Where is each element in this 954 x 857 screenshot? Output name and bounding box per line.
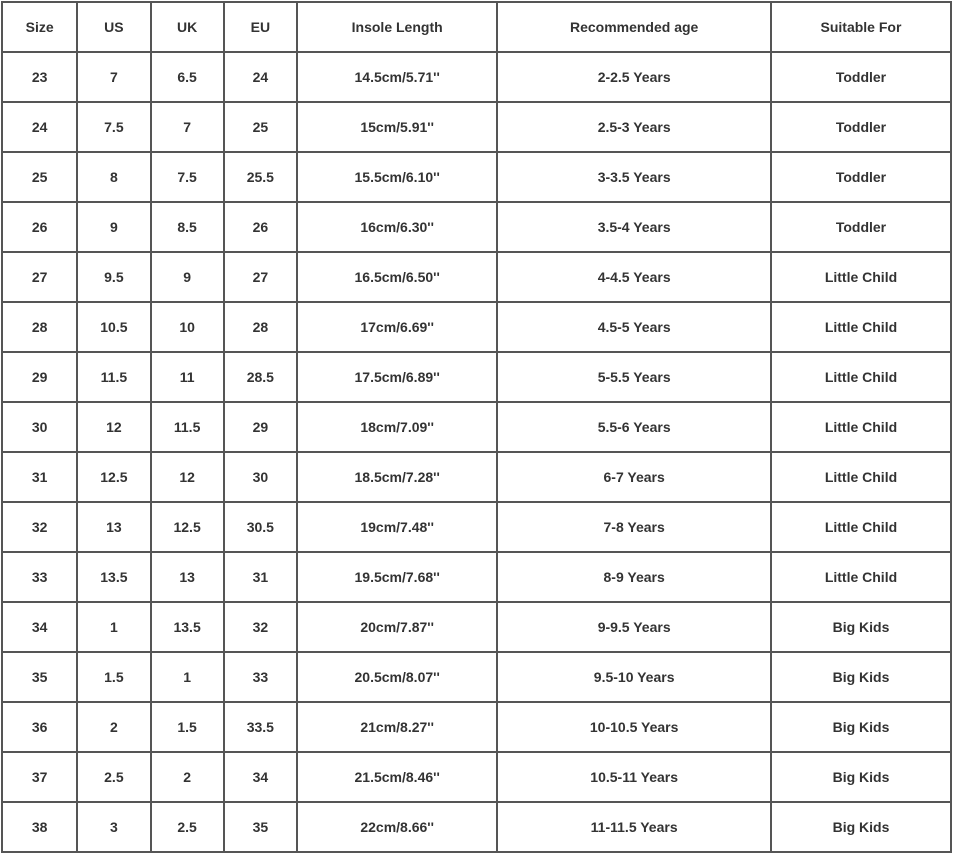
cell-uk: 8.5 — [152, 203, 225, 253]
table-row — [3, 253, 952, 303]
cell-suitable-for: Toddler — [772, 203, 952, 253]
cell-us: 12 — [78, 403, 151, 453]
cell-us: 1 — [78, 603, 151, 653]
cell-us: 2.5 — [78, 753, 151, 803]
column-header-uk: UK — [152, 3, 225, 53]
cell-eu: 25 — [225, 103, 298, 153]
cell-uk: 2.5 — [152, 803, 225, 853]
cell-recommended-age: 11-11.5 Years — [498, 803, 772, 853]
cell-uk: 6.5 — [152, 53, 225, 103]
cell-size: 28 — [3, 303, 78, 353]
cell-recommended-age: 9.5-10 Years — [498, 653, 772, 703]
cell-insole-length: 19cm/7.48'' — [298, 503, 498, 553]
cell-insole-length: 18cm/7.09'' — [298, 403, 498, 453]
cell-size: 24 — [3, 103, 78, 153]
cell-suitable-for: Little Child — [772, 303, 952, 353]
cell-uk: 12 — [152, 453, 225, 503]
cell-eu: 27 — [225, 253, 298, 303]
cell-us: 12.5 — [78, 453, 151, 503]
column-header-insole-length: Insole Length — [298, 3, 498, 53]
cell-eu: 28 — [225, 303, 298, 353]
cell-eu: 33 — [225, 653, 298, 703]
cell-insole-length: 14.5cm/5.71'' — [298, 53, 498, 103]
table-row — [3, 503, 952, 553]
table-row — [3, 803, 952, 853]
table-row — [3, 653, 952, 703]
cell-uk: 12.5 — [152, 503, 225, 553]
size-chart-table — [1, 1, 952, 853]
cell-insole-length: 20.5cm/8.07'' — [298, 653, 498, 703]
cell-size: 32 — [3, 503, 78, 553]
cell-suitable-for: Big Kids — [772, 753, 952, 803]
cell-recommended-age: 7-8 Years — [498, 503, 772, 553]
cell-suitable-for: Little Child — [772, 403, 952, 453]
cell-us: 7 — [78, 53, 151, 103]
cell-uk: 13.5 — [152, 603, 225, 653]
cell-size: 35 — [3, 653, 78, 703]
cell-insole-length: 19.5cm/7.68'' — [298, 553, 498, 603]
column-header-size: Size — [3, 3, 78, 53]
cell-size: 29 — [3, 353, 78, 403]
cell-size: 34 — [3, 603, 78, 653]
cell-size: 30 — [3, 403, 78, 453]
cell-us: 13.5 — [78, 553, 151, 603]
cell-size: 31 — [3, 453, 78, 503]
cell-insole-length: 16.5cm/6.50'' — [298, 253, 498, 303]
cell-insole-length: 21cm/8.27'' — [298, 703, 498, 753]
table-row — [3, 603, 952, 653]
cell-size: 36 — [3, 703, 78, 753]
column-header-recommended-age: Recommended age — [498, 3, 772, 53]
cell-suitable-for: Big Kids — [772, 653, 952, 703]
table-body — [3, 53, 952, 853]
cell-eu: 26 — [225, 203, 298, 253]
cell-eu: 24 — [225, 53, 298, 103]
cell-eu: 34 — [225, 753, 298, 803]
cell-us: 7.5 — [78, 103, 151, 153]
cell-recommended-age: 4-4.5 Years — [498, 253, 772, 303]
table-row — [3, 403, 952, 453]
cell-recommended-age: 4.5-5 Years — [498, 303, 772, 353]
cell-us: 8 — [78, 153, 151, 203]
cell-uk: 13 — [152, 553, 225, 603]
column-header-suitable-for: Suitable For — [772, 3, 952, 53]
cell-eu: 30.5 — [225, 503, 298, 553]
table-row — [3, 53, 952, 103]
cell-suitable-for: Big Kids — [772, 703, 952, 753]
cell-insole-length: 20cm/7.87'' — [298, 603, 498, 653]
table-row — [3, 553, 952, 603]
table-row — [3, 303, 952, 353]
cell-size: 26 — [3, 203, 78, 253]
cell-insole-length: 15cm/5.91'' — [298, 103, 498, 153]
cell-uk: 11 — [152, 353, 225, 403]
cell-insole-length: 16cm/6.30'' — [298, 203, 498, 253]
cell-us: 9 — [78, 203, 151, 253]
cell-uk: 2 — [152, 753, 225, 803]
cell-suitable-for: Big Kids — [772, 603, 952, 653]
table-row — [3, 153, 952, 203]
cell-eu: 32 — [225, 603, 298, 653]
cell-suitable-for: Little Child — [772, 503, 952, 553]
table-row — [3, 203, 952, 253]
cell-insole-length: 17.5cm/6.89'' — [298, 353, 498, 403]
cell-us: 11.5 — [78, 353, 151, 403]
cell-recommended-age: 5-5.5 Years — [498, 353, 772, 403]
table-row — [3, 453, 952, 503]
cell-recommended-age: 5.5-6 Years — [498, 403, 772, 453]
column-header-eu: EU — [225, 3, 298, 53]
cell-suitable-for: Toddler — [772, 53, 952, 103]
cell-us: 1.5 — [78, 653, 151, 703]
cell-uk: 1.5 — [152, 703, 225, 753]
cell-eu: 31 — [225, 553, 298, 603]
cell-uk: 9 — [152, 253, 225, 303]
cell-uk: 7 — [152, 103, 225, 153]
cell-insole-length: 21.5cm/8.46'' — [298, 753, 498, 803]
cell-suitable-for: Big Kids — [772, 803, 952, 853]
table-row — [3, 753, 952, 803]
cell-uk: 11.5 — [152, 403, 225, 453]
cell-recommended-age: 3.5-4 Years — [498, 203, 772, 253]
cell-us: 2 — [78, 703, 151, 753]
cell-uk: 10 — [152, 303, 225, 353]
cell-insole-length: 22cm/8.66'' — [298, 803, 498, 853]
cell-suitable-for: Little Child — [772, 353, 952, 403]
cell-suitable-for: Little Child — [772, 553, 952, 603]
cell-recommended-age: 8-9 Years — [498, 553, 772, 603]
cell-recommended-age: 2.5-3 Years — [498, 103, 772, 153]
cell-recommended-age: 9-9.5 Years — [498, 603, 772, 653]
cell-insole-length: 15.5cm/6.10'' — [298, 153, 498, 203]
table-row — [3, 703, 952, 753]
table-row — [3, 103, 952, 153]
cell-size: 37 — [3, 753, 78, 803]
cell-suitable-for: Little Child — [772, 253, 952, 303]
cell-recommended-age: 2-2.5 Years — [498, 53, 772, 103]
cell-suitable-for: Little Child — [772, 453, 952, 503]
cell-insole-length: 17cm/6.69'' — [298, 303, 498, 353]
cell-recommended-age: 3-3.5 Years — [498, 153, 772, 203]
cell-eu: 30 — [225, 453, 298, 503]
cell-recommended-age: 10.5-11 Years — [498, 753, 772, 803]
cell-recommended-age: 6-7 Years — [498, 453, 772, 503]
cell-uk: 7.5 — [152, 153, 225, 203]
cell-eu: 33.5 — [225, 703, 298, 753]
cell-uk: 1 — [152, 653, 225, 703]
column-header-us: US — [78, 3, 151, 53]
cell-eu: 35 — [225, 803, 298, 853]
cell-us: 10.5 — [78, 303, 151, 353]
cell-us: 13 — [78, 503, 151, 553]
cell-us: 9.5 — [78, 253, 151, 303]
cell-eu: 28.5 — [225, 353, 298, 403]
cell-size: 27 — [3, 253, 78, 303]
cell-eu: 29 — [225, 403, 298, 453]
cell-recommended-age: 10-10.5 Years — [498, 703, 772, 753]
cell-insole-length: 18.5cm/7.28'' — [298, 453, 498, 503]
table-header — [3, 3, 952, 53]
table-row — [3, 353, 952, 403]
cell-suitable-for: Toddler — [772, 103, 952, 153]
cell-size: 25 — [3, 153, 78, 203]
header-row — [3, 3, 952, 53]
cell-us: 3 — [78, 803, 151, 853]
cell-eu: 25.5 — [225, 153, 298, 203]
cell-size: 23 — [3, 53, 78, 103]
cell-size: 38 — [3, 803, 78, 853]
cell-suitable-for: Toddler — [772, 153, 952, 203]
cell-size: 33 — [3, 553, 78, 603]
